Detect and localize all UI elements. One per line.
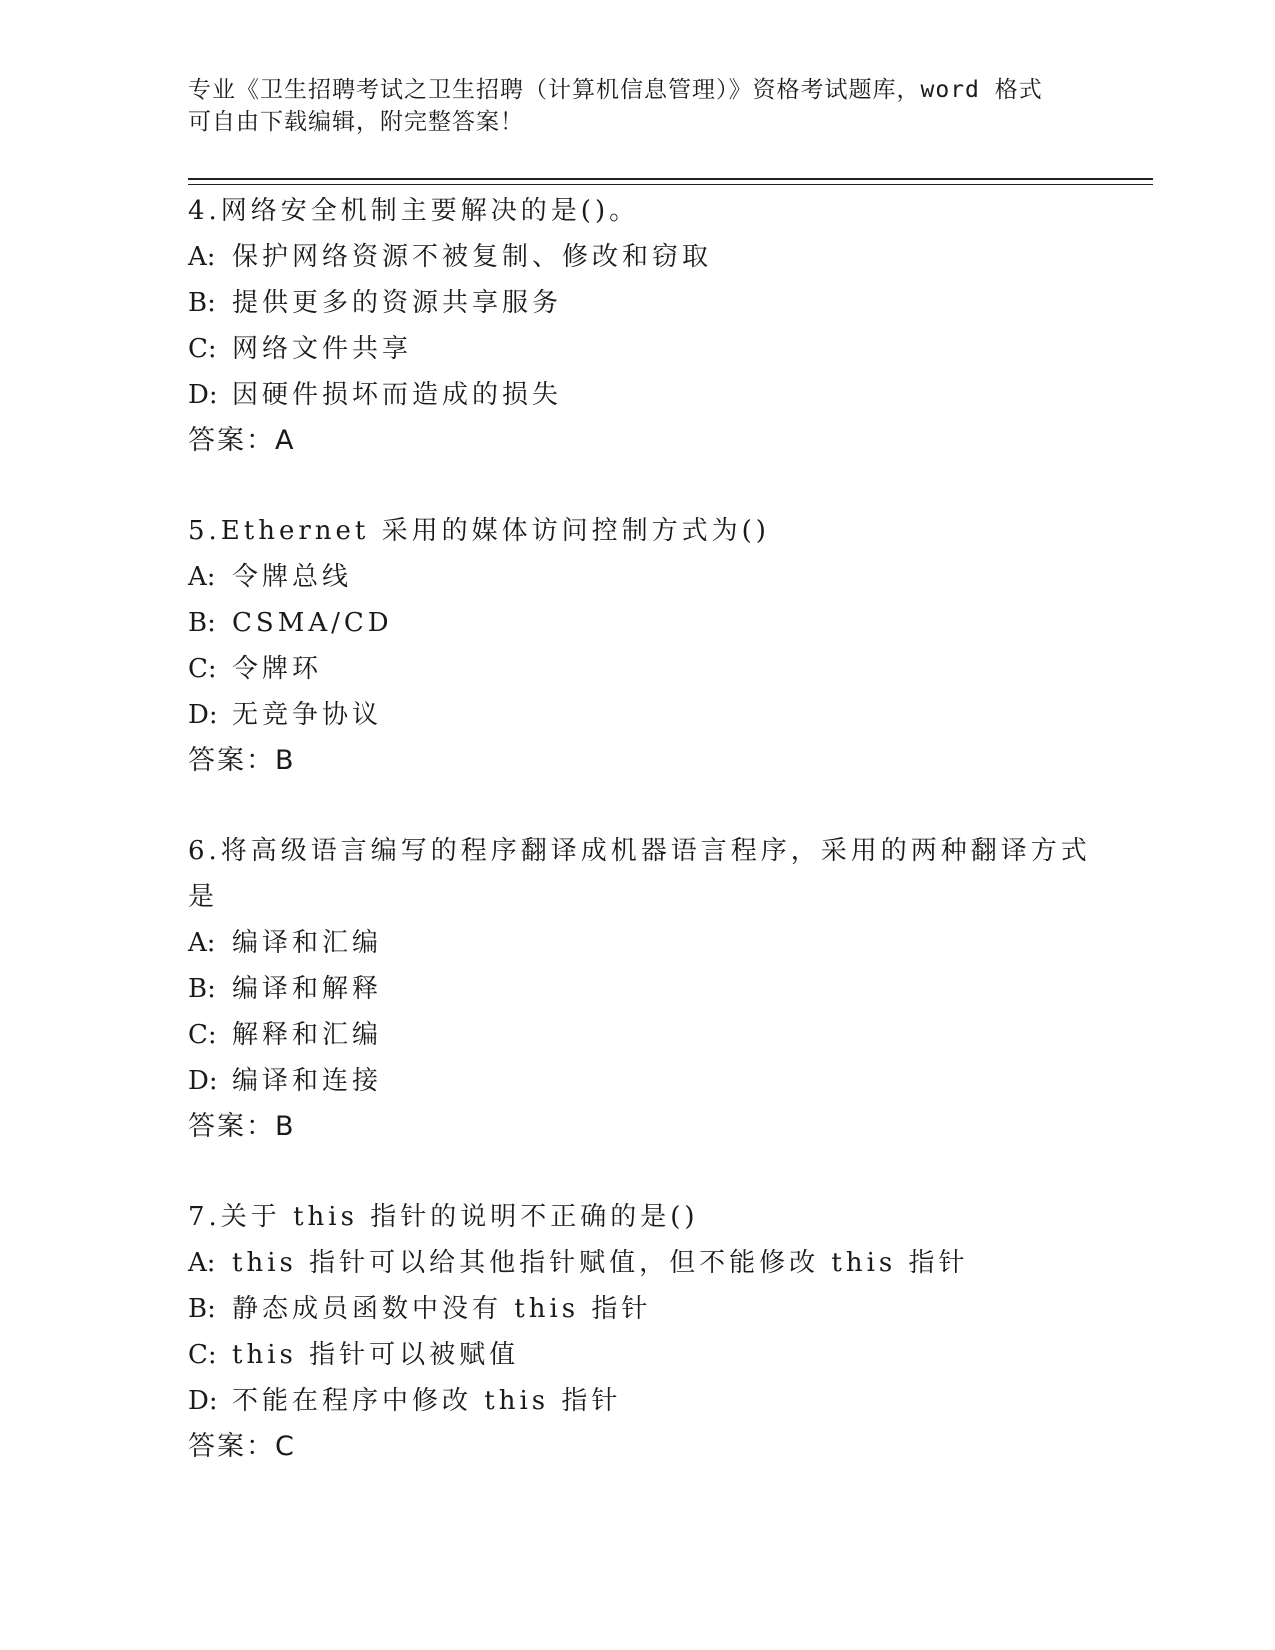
option-letter: D: xyxy=(188,1066,218,1096)
option-text: 令牌环 xyxy=(232,654,323,684)
answer-line: 答案：B xyxy=(188,1111,296,1142)
option-a xyxy=(188,554,1088,600)
option-b xyxy=(188,1286,1088,1332)
option-letter: B: xyxy=(188,608,216,638)
option-b xyxy=(188,966,1088,1012)
header-line-2: 可自由下载编辑，附完整答案！ xyxy=(188,109,524,135)
option-a xyxy=(188,234,1088,280)
question-block xyxy=(188,828,1091,1150)
question-stem-continued: 是 xyxy=(188,882,219,912)
question-stem: 7.关于 this 指针的说明不正确的是() xyxy=(188,1202,699,1232)
question-block xyxy=(188,1194,1088,1470)
question-block xyxy=(188,508,1088,784)
option-letter: B: xyxy=(188,288,216,318)
header-line-1: 专业《卫生招聘考试之卫生招聘（计算机信息管理）》资格考试题库，word 格式 xyxy=(188,77,1043,103)
document-header xyxy=(188,74,1078,138)
option-c xyxy=(188,1012,1088,1058)
option-letter: A: xyxy=(188,242,216,272)
option-letter: B: xyxy=(188,1294,216,1324)
option-b xyxy=(188,280,1088,326)
option-letter: A: xyxy=(188,928,216,958)
option-b xyxy=(188,600,1088,646)
option-d xyxy=(188,1058,1088,1104)
question-stem: 5.Ethernet 采用的媒体访问控制方式为() xyxy=(188,516,770,546)
option-c xyxy=(188,326,1088,372)
question-stem: 4.网络安全机制主要解决的是()。 xyxy=(188,196,640,226)
option-text: 因硬件损坏而造成的损失 xyxy=(232,380,563,410)
option-letter: B: xyxy=(188,974,216,1004)
option-text: 静态成员函数中没有 this 指针 xyxy=(232,1294,652,1324)
option-a xyxy=(188,1240,1088,1286)
option-text: 解释和汇编 xyxy=(232,1020,383,1050)
option-text: 网络文件共享 xyxy=(232,334,413,364)
option-letter: A: xyxy=(188,1248,216,1278)
option-letter: C: xyxy=(188,1340,217,1370)
option-text: 令牌总线 xyxy=(232,562,353,592)
option-text: 保护网络资源不被复制、修改和窃取 xyxy=(232,242,713,272)
header-rule-thin xyxy=(188,184,1153,185)
option-letter: D: xyxy=(188,380,218,410)
option-letter: A: xyxy=(188,562,216,592)
option-text: this 指针可以给其他指针赋值，但不能修改 this 指针 xyxy=(232,1248,969,1278)
option-a xyxy=(188,920,1088,966)
option-text: 不能在程序中修改 this 指针 xyxy=(232,1386,622,1416)
option-text: 无竞争协议 xyxy=(232,700,383,730)
option-letter: C: xyxy=(188,1020,217,1050)
option-c xyxy=(188,1332,1088,1378)
option-text: 提供更多的资源共享服务 xyxy=(232,288,563,318)
option-text: 编译和连接 xyxy=(232,1066,383,1096)
option-d xyxy=(188,1378,1088,1424)
option-text: this 指针可以被赋值 xyxy=(232,1340,520,1370)
option-letter: C: xyxy=(188,334,217,364)
option-letter: D: xyxy=(188,1386,218,1416)
option-text: 编译和解释 xyxy=(232,974,383,1004)
option-letter: D: xyxy=(188,700,218,730)
question-stem: 6.将高级语言编写的程序翻译成机器语言程序，采用的两种翻译方式 xyxy=(188,836,1091,866)
option-text: CSMA/CD xyxy=(232,608,393,638)
answer-line: 答案：A xyxy=(188,425,296,456)
answer-line: 答案：C xyxy=(188,1431,296,1462)
header-rule-thick xyxy=(188,178,1153,180)
option-c xyxy=(188,646,1088,692)
option-d xyxy=(188,692,1088,738)
question-block xyxy=(188,188,1088,464)
option-text: 编译和汇编 xyxy=(232,928,383,958)
answer-line: 答案：B xyxy=(188,745,296,776)
option-d xyxy=(188,372,1088,418)
option-letter: C: xyxy=(188,654,217,684)
